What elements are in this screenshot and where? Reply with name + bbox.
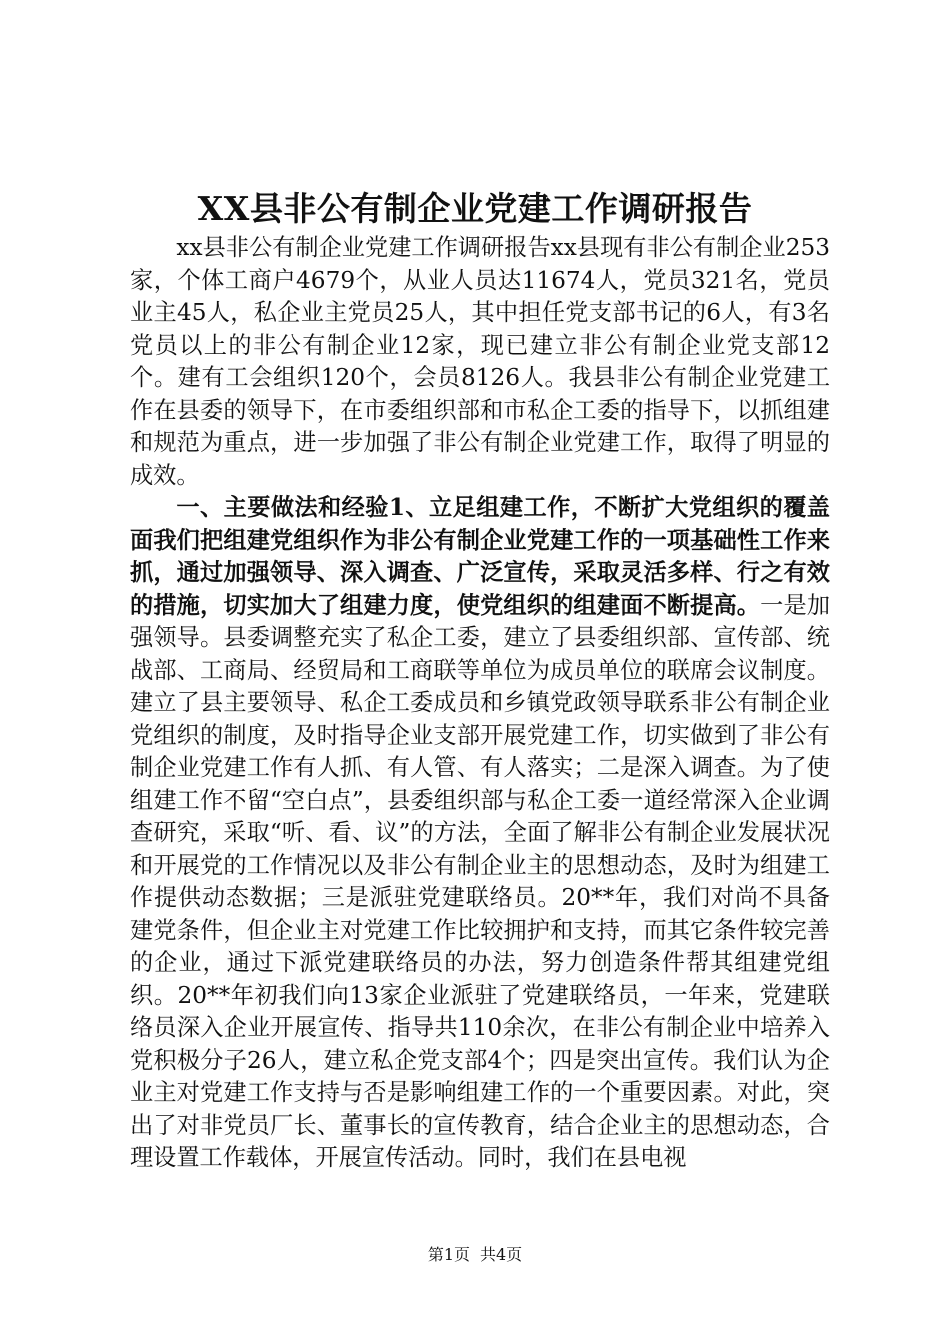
document-body	[130, 232, 830, 1175]
page-number: 第1页	[427, 1245, 470, 1264]
section-one-heading: 一、主要做法和经验1、立足组建工作，不断扩大党组织的覆盖面我们把组建党组织作为非公有制企业党建工作的一项基础性工作来抓，通过加强领导、深入调查、广泛宣传，采取灵活多样、行之有效的措施，切实加大了组建力度，使党组织的组建面不断提高。	[130, 494, 830, 619]
section-one-text: 一是加强领导。县委调整充实了私企工委，建立了县委组织部、宣传部、统战部、工商局、经贸局和工商联等单位为成员单位的联席会议制度。建立了县主要领导、私企工委成员和乡镇党政领导联系非公有制企业党组织的制度，及时指导企业支部开展党建工作，切实做到了非公有制企业党建工作有人抓、有人管、有人落实；二是深入调查。为了使组建工作不留“空白点”，县委组织部与私企工委一道经常深入企业调查研究，采取“听、看、议”的方法，全面了解非公有制企业发展状况和开展党的工作情况以及非公有制企业主的思想动态，及时为组建工作提供动态数据；三是派驻党建联络员。20**年，我们对尚不具备建党条件，但企业主对党建工作比较拥护和支持，而其它条件较完善的企业，通过下派党建联络员的办法，努力创造条件帮其组建党组织。20**年初我们向13家企业派驻了党建联络员，一年来，党建联络员深入企业开展宣传、指导共110余次，在非公有制企业中培养入党积极分子26人，建立私企党支部4个；四是突出宣传。我们认为企业主对党建工作支持与否是影响组建工作的一个重要因素。对此，突出了对非党员厂长、董事长的宣传教育，结合企业主的思想动态，合理设置工作载体，开展宣传活动。同时，我们在县电视	[130, 591, 831, 1171]
page-footer	[0, 1243, 950, 1267]
section-one-paragraph	[130, 492, 830, 1175]
document-title: XX县非公有制企业党建工作调研报告	[197, 189, 753, 228]
total-pages: 共4页	[480, 1245, 523, 1264]
intro-paragraph: xx县非公有制企业党建工作调研报告xx县现有非公有制企业253家，个体工商户4679个，从业人员达11674人，党员321名，党员业主45人，私企业主党员25人，其中担任党支部书记的6人，有3名党员以上的非公有制企业12家，现已建立非公有制企业党支部12个。建有工会组织120个，会员8126人。我县非公有制企业党建工作在县委的领导下，在市委组织部和市私企工委的指导下，以抓组建和规范为重点，进一步加强了非公有制企业党建工作，取得了明显的成效。	[130, 234, 830, 489]
